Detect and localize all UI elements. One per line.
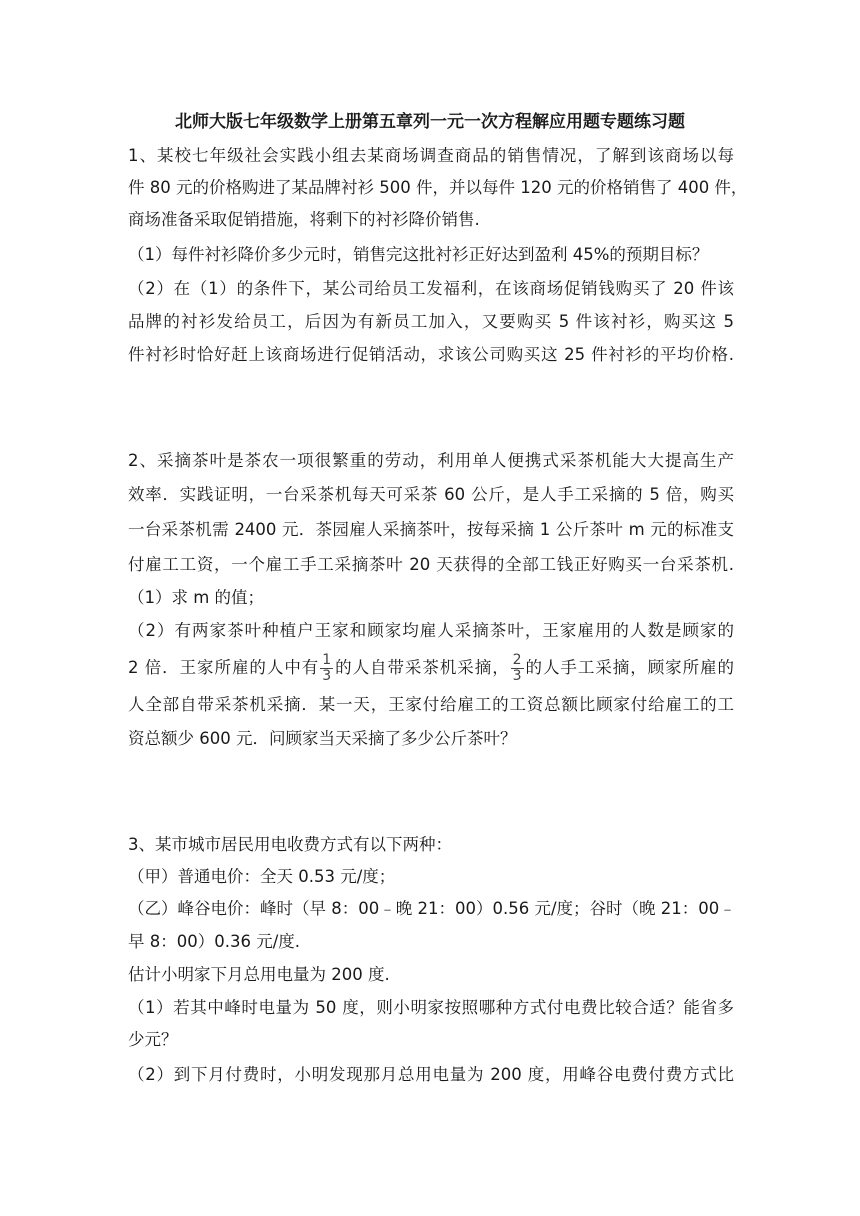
problem-1-line-3: 商场准备采取促销措施，将剩下的衬衫降价销售. xyxy=(128,210,480,229)
problem-2-question-2-line-1: （2）有两家茶叶种植户王家和顾家均雇人采摘茶叶，王家雇用的人数是顾家的 xyxy=(128,621,734,640)
problem-3-question-1-line-2: 少元？ xyxy=(128,1030,178,1049)
fraction-numerator: 1 xyxy=(322,652,332,668)
problem-1-line-2: 件 80 元的价格购进了某品牌衬衫 500 件，并以每件 120 元的价格销售了 400 件， xyxy=(128,178,748,197)
problem-1-question-2-line-3: 件衬衫时恰好赶上该商场进行促销活动，求该公司购买这 25 件衬衫的平均价格. xyxy=(128,345,734,364)
problem-2-line-2: 效率．实践证明，一台采茶机每天可采茶 60 公斤，是人手工采摘的 5 倍，购买 xyxy=(128,485,734,504)
problem-2-question-2-line-3: 人全部自带采茶机采摘．某一天，王家付给雇工的工资总额比顾家付给雇工的工 xyxy=(128,695,734,714)
problem-3-option-a: （甲）普通电价：全天 0.53 元/度； xyxy=(128,867,396,886)
problem-1-line-1: 1、某校七年级社会实践小组去某商场调查商品的销售情况，了解到该商场以每 xyxy=(128,146,734,165)
problem-2-question-1: （1）求 m 的值； xyxy=(128,588,265,607)
problem-2-question-2-fraction-line xyxy=(128,651,734,685)
fraction-line-part-2: 的人自带采茶机采摘， xyxy=(334,658,510,677)
problem-3-line-1: 3、某市城市居民用电收费方式有以下两种： xyxy=(128,835,452,854)
problem-2-line-1: 2、采摘茶叶是茶农一项很繁重的劳动，利用单人便携式采茶机能大大提高生产 xyxy=(128,451,734,470)
fraction-line-part-3: 的人手工采摘，顾家所雇的 xyxy=(524,658,734,677)
problem-3-line-estimate: 估计小明家下月总用电量为 200 度. xyxy=(128,965,390,984)
fraction-numerator: 2 xyxy=(512,652,522,668)
problem-1-question-2-line-1: （2）在（1）的条件下，某公司给员工发福利，在该商场促销钱购买了 20 件该 xyxy=(128,279,734,298)
fraction-two-thirds xyxy=(511,653,524,684)
problem-1-question-1: （1）每件衬衫降价多少元时，销售完这批衬衫正好达到盈利 45%的预期目标？ xyxy=(128,245,709,264)
problem-3-option-b-line-2: 早 8：00）0.36 元/度. xyxy=(128,932,301,951)
problem-2-line-4: 付雇工工资，一个雇工手工采摘茶叶 20 天获得的全部工钱正好购买一台采茶机. xyxy=(128,555,734,574)
problem-2-line-3: 一台采茶机需 2400 元．茶园雇人采摘茶叶，按每采摘 1 公斤茶叶 m 元的标准支 xyxy=(128,520,734,539)
fraction-line-part-1: 2 倍．王家所雇的人中有 xyxy=(128,658,320,677)
problem-2-question-2-line-4: 资总额少 600 元．问顾家当天采摘了多少公斤茶叶？ xyxy=(128,729,517,748)
problem-3-question-1-line-1: （1）若其中峰时电量为 50 度，则小明家按照哪种方式付电费比较合适？能省多 xyxy=(128,998,734,1017)
problem-1-question-2-line-2: 品牌的衬衫发给员工，后因为有新员工加入，又要购买 5 件该衬衫，购买这 5 xyxy=(128,312,734,331)
problem-3-option-b-line-1: （乙）峰谷电价：峰时（早 8：00﹣晚 21：00）0.56 元/度；谷时（晚 21：00﹣ xyxy=(128,899,736,918)
fraction-one-third-a xyxy=(320,653,333,684)
fraction-denominator: 3 xyxy=(322,668,332,684)
fraction-denominator: 3 xyxy=(512,668,522,684)
document-title: 北师大版七年级数学上册第五章列一元一次方程解应用题专题练习题 xyxy=(175,112,685,132)
problem-3-question-2-line-1: （2）到下月付费时，小明发现那月总用电量为 200 度，用峰谷电费付费方式比 xyxy=(128,1065,734,1084)
